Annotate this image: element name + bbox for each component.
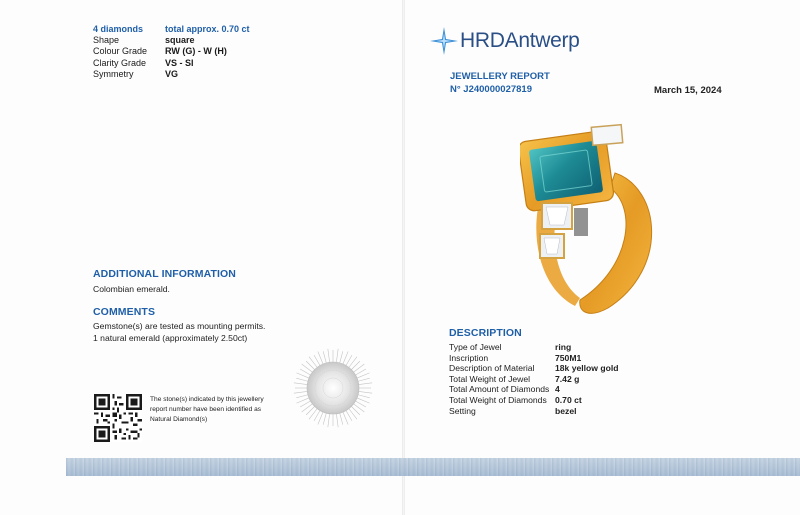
seal-ray (336, 349, 338, 362)
emerald-ring-photo (520, 118, 670, 318)
logo-wordmark (460, 29, 580, 53)
description-row (449, 395, 619, 406)
description-value: 750M1 (555, 352, 582, 363)
description-label: Inscription (449, 352, 489, 363)
description-label: Type of Jewel (449, 342, 502, 352)
seal-ray (297, 373, 309, 378)
seal-ray (358, 395, 370, 398)
comments-heading: COMMENTS (93, 306, 156, 318)
description-label: Total Weight of Diamonds (449, 394, 547, 405)
seal-ray (294, 383, 307, 385)
grade-value: VS - SI (165, 57, 194, 68)
description-value: bezel (555, 405, 577, 416)
security-hologram-seal (293, 348, 373, 428)
grade-label: Colour Grade (93, 46, 148, 57)
seal-ray (359, 383, 372, 385)
diamond-grade-header (93, 24, 250, 35)
description-value: ring (555, 342, 572, 352)
description-row (449, 353, 619, 364)
report-date: March 15, 2024 (654, 85, 722, 96)
description-label: Description of Material (449, 363, 535, 374)
description-row (449, 374, 619, 385)
grade-row-colour (93, 46, 250, 57)
description-value: 7.42 g (555, 373, 580, 384)
description-row (449, 384, 619, 395)
report-number: N° J240000027819 (450, 84, 532, 95)
qr-code[interactable] (94, 394, 142, 442)
logo-text-hrd: HRD (460, 29, 505, 52)
note-line: The stone(s) indicated by this jewellery (150, 396, 264, 403)
seal-ray (294, 391, 307, 393)
natural-diamond-note (150, 395, 290, 425)
report-heading (450, 70, 550, 96)
grade-label: Shape (93, 35, 120, 46)
additional-information-heading: ADDITIONAL INFORMATION (93, 268, 236, 280)
grade-label: Clarity Grade (93, 57, 147, 68)
seal-ray (296, 378, 308, 381)
description-value: 4 (555, 384, 560, 395)
page-fold (402, 0, 405, 515)
description-row (449, 363, 619, 374)
bottom-security-stripe-shade (66, 458, 800, 476)
sparkle-star-icon (430, 27, 458, 55)
seal-ray (359, 391, 372, 393)
seal-ray (328, 349, 330, 362)
seal-ray (296, 395, 308, 398)
grade-row-symmetry (93, 69, 250, 80)
seal-ray (318, 352, 323, 364)
seal-ray (357, 373, 369, 378)
grade-label: Symmetry (93, 68, 134, 79)
seal-ray (328, 414, 330, 427)
seal-ray (340, 413, 343, 425)
seal-ray (297, 398, 309, 403)
report-title: JEWELLERY REPORT (450, 71, 550, 82)
description-value: 0.70 ct (555, 394, 582, 405)
grade-value: RW (G) - W (H) (165, 46, 227, 57)
description-table (449, 342, 619, 416)
seal-ray (323, 413, 326, 425)
grade-row-clarity (93, 58, 250, 69)
comments-line: 1 natural emerald (approximately 2.50ct) (93, 332, 248, 343)
description-heading: DESCRIPTION (449, 327, 522, 339)
grade-value: VG (165, 68, 179, 79)
description-label: Total Amount of Diamonds (449, 384, 550, 395)
seal-ray (358, 378, 370, 381)
description-label: Total Weight of Jewel (449, 373, 531, 384)
seal-ray (323, 351, 326, 363)
seal-ray (340, 351, 343, 363)
logo-text-antwerp: Antwerp (504, 29, 580, 52)
grade-row-shape (93, 35, 250, 46)
diamond-grade-table (93, 24, 250, 80)
comments-text (93, 321, 265, 344)
diamond-total-weight: total approx. 0.70 ct (165, 24, 250, 34)
description-label: Setting (449, 405, 476, 416)
description-row (449, 342, 619, 353)
additional-information-text: Colombian emerald. (93, 284, 170, 294)
description-row (449, 406, 619, 417)
note-line: report number have been identified as (150, 406, 262, 413)
description-value: 18k yellow gold (555, 363, 619, 374)
seal-ray (318, 412, 323, 424)
seal-ray (357, 398, 369, 403)
seal-ray (343, 412, 348, 424)
note-line: Natural Diamond(s) (150, 416, 208, 423)
seal-ray (343, 352, 348, 364)
grade-value: square (165, 35, 195, 46)
hrd-antwerp-logo (430, 27, 580, 55)
diamond-count: 4 diamonds (93, 24, 144, 34)
seal-ray (336, 414, 338, 427)
comments-line: Gemstone(s) are tested as mounting permits. (93, 321, 266, 331)
